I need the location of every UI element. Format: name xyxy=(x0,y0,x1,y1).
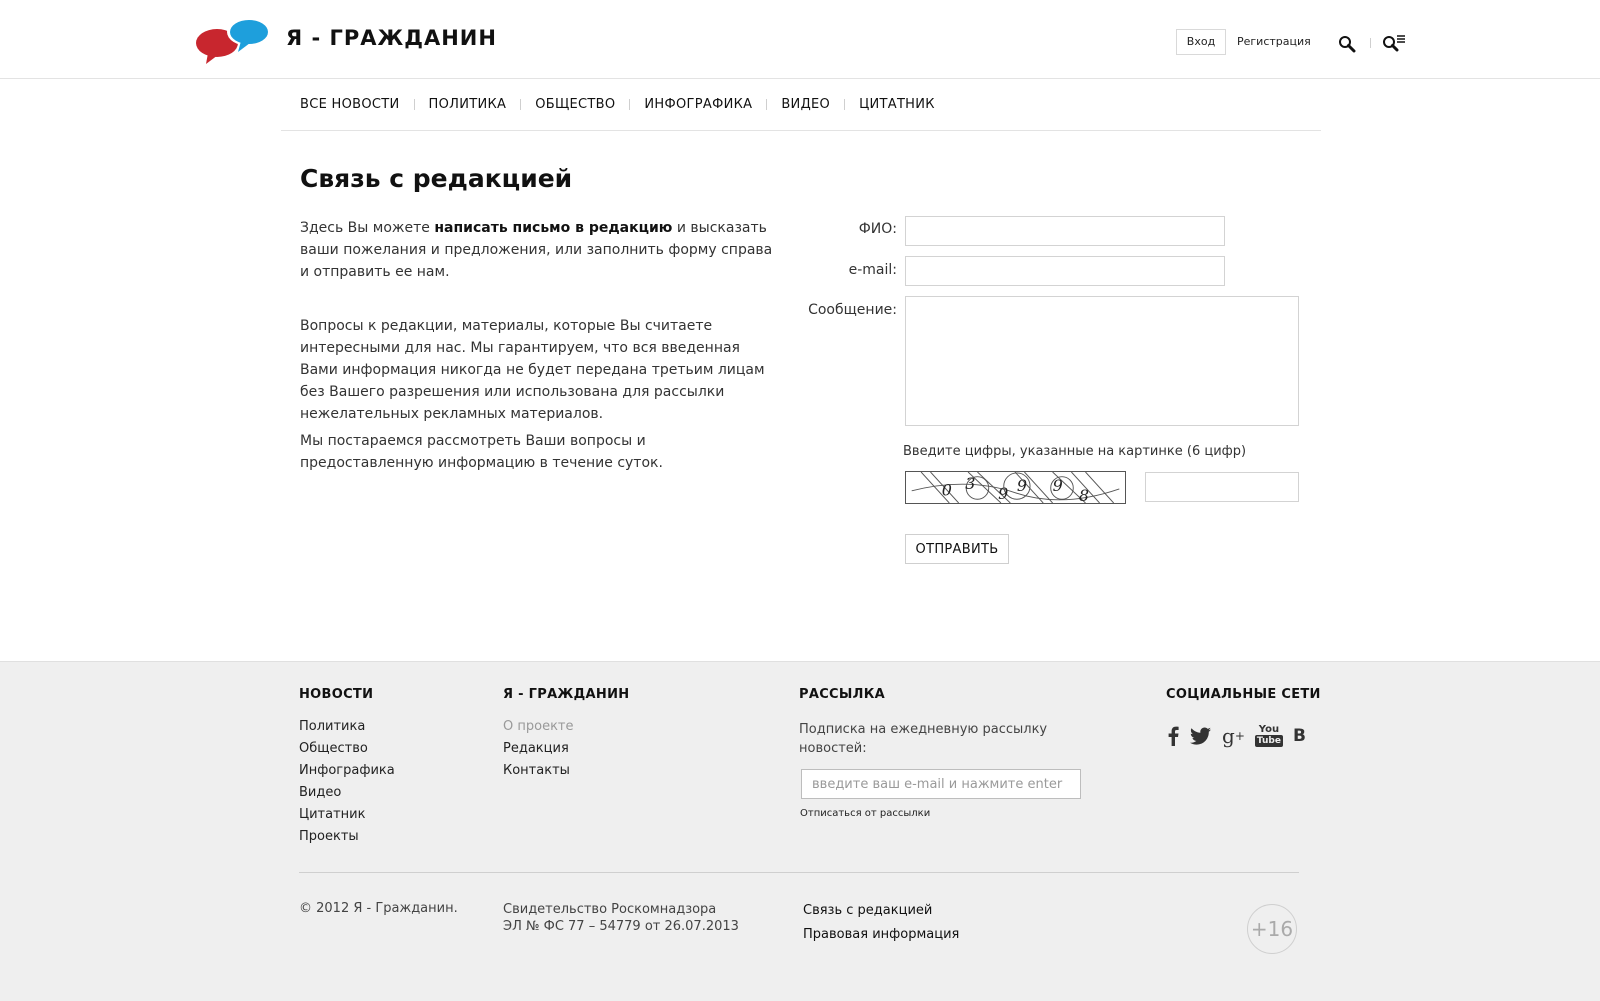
age-rating-badge: +16 xyxy=(1247,904,1297,954)
nav-separator xyxy=(520,99,521,110)
footer-link-video[interactable]: Видео xyxy=(299,785,342,800)
footer-contact-editorial-link[interactable]: Связь с редакцией xyxy=(803,903,933,918)
message-label: Сообщение: xyxy=(808,302,897,318)
youtube-icon[interactable]: You Tube xyxy=(1256,724,1281,746)
footer-social-heading: СОЦИАЛЬНЫЕ СЕТИ xyxy=(1166,687,1321,702)
twitter-icon[interactable] xyxy=(1190,727,1212,745)
footer-link-projects[interactable]: Проекты xyxy=(299,829,359,844)
footer-citizen-heading: Я - ГРАЖДАНИН xyxy=(503,687,630,702)
facebook-icon[interactable] xyxy=(1166,726,1180,746)
nav-item-video[interactable]: ВИДЕО xyxy=(781,97,831,112)
nav-item-all-news[interactable]: ВСЕ НОВОСТИ xyxy=(300,97,400,112)
footer-news-heading: НОВОСТИ xyxy=(299,687,374,702)
social-icons xyxy=(1166,724,1306,748)
nav-separator xyxy=(414,99,415,110)
copyright-text: © 2012 Я - Гражданин. xyxy=(299,901,458,916)
fio-field[interactable] xyxy=(905,216,1225,246)
footer-link-editorial[interactable]: Редакция xyxy=(503,741,569,756)
svg-text:0: 0 xyxy=(941,480,952,500)
nav-item-society[interactable]: ОБЩЕСТВО xyxy=(535,97,616,112)
footer-legal-info-link[interactable]: Правовая информация xyxy=(803,927,960,942)
nav-separator xyxy=(766,99,767,110)
search-list-icon[interactable] xyxy=(1382,33,1406,53)
footer-link-politics[interactable]: Политика xyxy=(299,719,366,734)
response-time-paragraph: Мы постараемся рассмотреть Ваши вопросы и предоставленную информацию в течение суток. xyxy=(300,433,663,471)
logo-text[interactable]: Я - ГРАЖДАНИН xyxy=(286,26,497,50)
write-letter-link[interactable]: написать письмо в редакцию xyxy=(434,220,673,236)
captcha-input[interactable] xyxy=(1145,472,1299,502)
footer-link-contacts[interactable]: Контакты xyxy=(503,763,570,778)
nav-item-quotes[interactable]: ЦИТАТНИК xyxy=(859,97,935,112)
footer-bottom-links xyxy=(803,899,959,947)
message-textarea[interactable] xyxy=(905,296,1299,426)
mailing-email-input[interactable] xyxy=(801,769,1081,799)
email-label: e-mail: xyxy=(848,262,897,278)
privacy-paragraph: Вопросы к редакции, материалы, которые Вы считаете интересными для нас. Мы гарантируем, что вся введенная Вами информация никогда не будет передана третьим лицам без Вашего разрешения или использована для рассылки нежелательных рекламных материалов. xyxy=(300,318,765,422)
svg-text:8: 8 xyxy=(1078,486,1090,504)
submit-button[interactable]: ОТПРАВИТЬ xyxy=(905,534,1009,564)
footer-link-about[interactable]: О проекте xyxy=(503,719,574,734)
nav-separator xyxy=(844,99,845,110)
svg-text:3: 3 xyxy=(965,473,976,493)
site-footer xyxy=(0,661,1600,1001)
certificate-info xyxy=(503,901,739,935)
footer-link-society[interactable]: Общество xyxy=(299,741,368,756)
intro-paragraph xyxy=(300,217,780,283)
intro-text-before: Здесь Вы можете xyxy=(300,220,435,236)
svg-text:9: 9 xyxy=(998,484,1009,504)
captcha-image xyxy=(905,471,1126,504)
nav-item-politics[interactable]: ПОЛИТИКА xyxy=(428,97,507,112)
google-plus-icon[interactable]: g + xyxy=(1222,724,1245,748)
certificate-line-1: Свидетельство Роскомнадзора xyxy=(503,902,717,917)
speech-bubbles-logo-icon[interactable] xyxy=(194,16,274,64)
unsubscribe-link[interactable]: Отписаться от рассылки xyxy=(800,808,931,819)
intro-text-after: и высказать ваши пожелания и предложения, или заполнить форму справа и отправить ее нам. xyxy=(300,220,773,280)
mailing-description: Подписка на ежедневную рассылку новостей: xyxy=(799,722,1048,756)
main-nav xyxy=(281,78,1321,131)
register-link[interactable]: Регистрация xyxy=(1237,35,1311,48)
vkontakte-icon[interactable]: B xyxy=(1292,726,1306,746)
svg-text:9: 9 xyxy=(1052,475,1063,495)
footer-citizen-list xyxy=(503,716,574,782)
fio-label: ФИО: xyxy=(858,221,897,237)
svg-text:9: 9 xyxy=(1016,475,1028,495)
footer-news-list xyxy=(299,716,395,848)
footer-divider xyxy=(299,872,1299,873)
footer-link-quotes[interactable]: Цитатник xyxy=(299,807,366,822)
footer-link-infographics[interactable]: Инфографика xyxy=(299,763,395,778)
search-icon[interactable] xyxy=(1338,35,1356,53)
nav-separator xyxy=(629,99,630,110)
site-header xyxy=(0,0,1600,79)
captcha-label: Введите цифры, указанные на картинке (6 цифр) xyxy=(903,444,1247,459)
header-separator xyxy=(1370,38,1371,48)
email-field[interactable] xyxy=(905,256,1225,286)
footer-mailing-heading: РАССЫЛКА xyxy=(799,687,886,702)
login-button[interactable]: Вход xyxy=(1176,29,1226,55)
page-title: Связь с редакцией xyxy=(300,164,573,193)
certificate-line-2: ЭЛ № ФС 77 – 54779 от 26.07.2013 xyxy=(503,919,739,934)
nav-item-infographics[interactable]: ИНФОГРАФИКА xyxy=(644,97,753,112)
